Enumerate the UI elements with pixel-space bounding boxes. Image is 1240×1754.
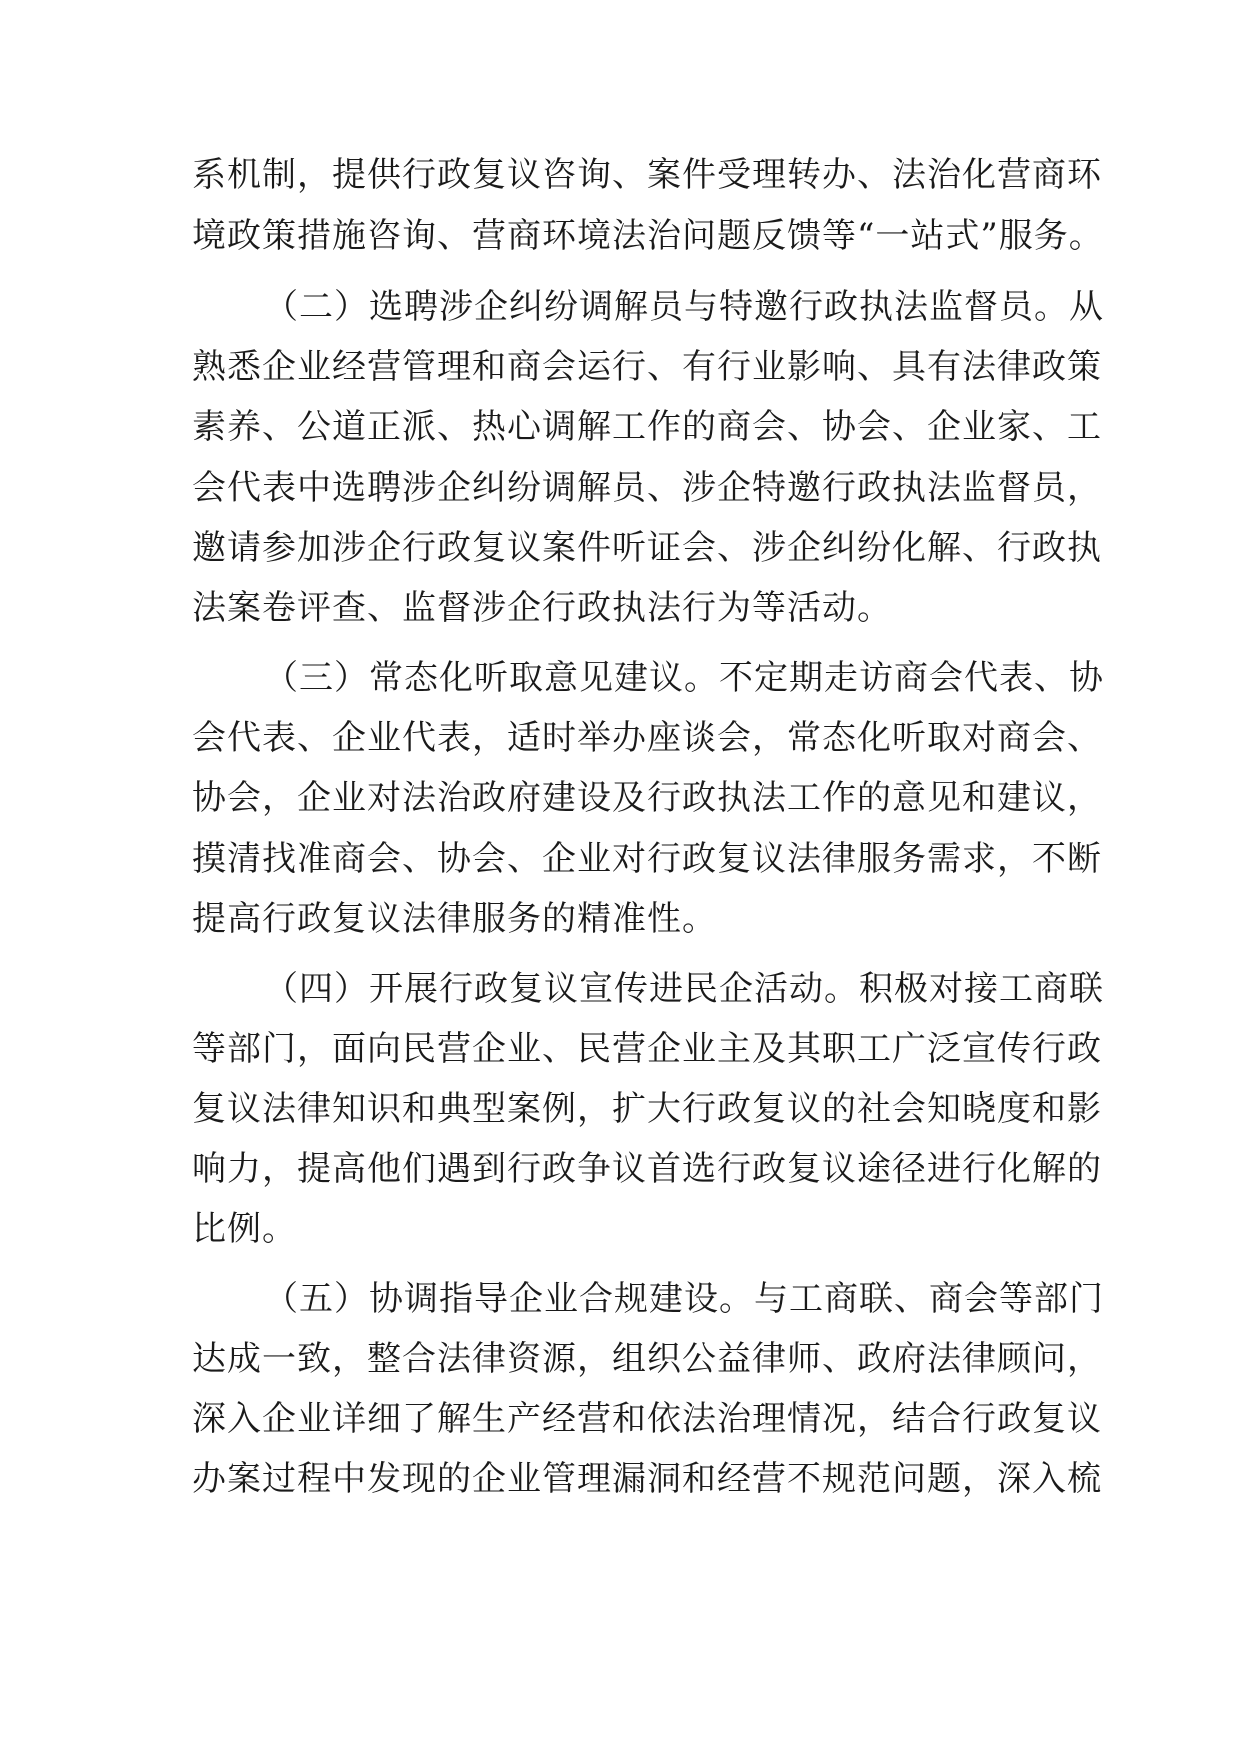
text-line: 法案卷评查、监督涉企行政执法行为等活动。 <box>192 588 892 628</box>
text-line: 会代表、企业代表，适时举办座谈会，常态化听取对商会、 <box>192 718 1102 758</box>
text-line: 协会，企业对法治政府建设及行政执法工作的意见和建议， <box>192 778 1102 818</box>
text-line: 办案过程中发现的企业管理漏洞和经营不规范问题，深入梳 <box>192 1459 1102 1499</box>
section-heading-line: （五）协调指导企业合规建设。与工商联、商会等部门 <box>264 1279 1104 1319</box>
text-line: 会代表中选聘涉企纠纷调解员、涉企特邀行政执法监督员， <box>192 468 1102 508</box>
text-line: 境政策措施咨询、营商环境法治问题反馈等“一站式”服务。 <box>192 216 1104 256</box>
text-line: 达成一致，整合法律资源，组织公益律师、政府法律顾问， <box>192 1339 1102 1379</box>
section-heading-line: （四）开展行政复议宣传进民企活动。积极对接工商联 <box>264 969 1104 1009</box>
text-line: 提高行政复议法律服务的精准性。 <box>192 899 717 939</box>
text-line: 复议法律知识和典型案例，扩大行政复议的社会知晓度和影 <box>192 1089 1102 1129</box>
section-heading-line: （二）选聘涉企纠纷调解员与特邀行政执法监督员。从 <box>264 287 1104 327</box>
text-line: 素养、公道正派、热心调解工作的商会、协会、企业家、工 <box>192 407 1102 447</box>
text-line: 系机制，提供行政复议咨询、案件受理转办、法治化营商环 <box>192 155 1102 195</box>
text-line: 比例。 <box>192 1209 297 1249</box>
text-line: 熟悉企业经营管理和商会运行、有行业影响、具有法律政策 <box>192 347 1102 387</box>
text-line: 等部门，面向民营企业、民营企业主及其职工广泛宣传行政 <box>192 1029 1102 1069</box>
section-heading-line: （三）常态化听取意见建议。不定期走访商会代表、协 <box>264 658 1104 698</box>
text-line: 深入企业详细了解生产经营和依法治理情况，结合行政复议 <box>192 1399 1102 1439</box>
text-line: 响力，提高他们遇到行政争议首选行政复议途径进行化解的 <box>192 1149 1102 1189</box>
text-line: 摸清找准商会、协会、企业对行政复议法律服务需求，不断 <box>192 839 1102 879</box>
text-line: 邀请参加涉企行政复议案件听证会、涉企纠纷化解、行政执 <box>192 528 1102 568</box>
